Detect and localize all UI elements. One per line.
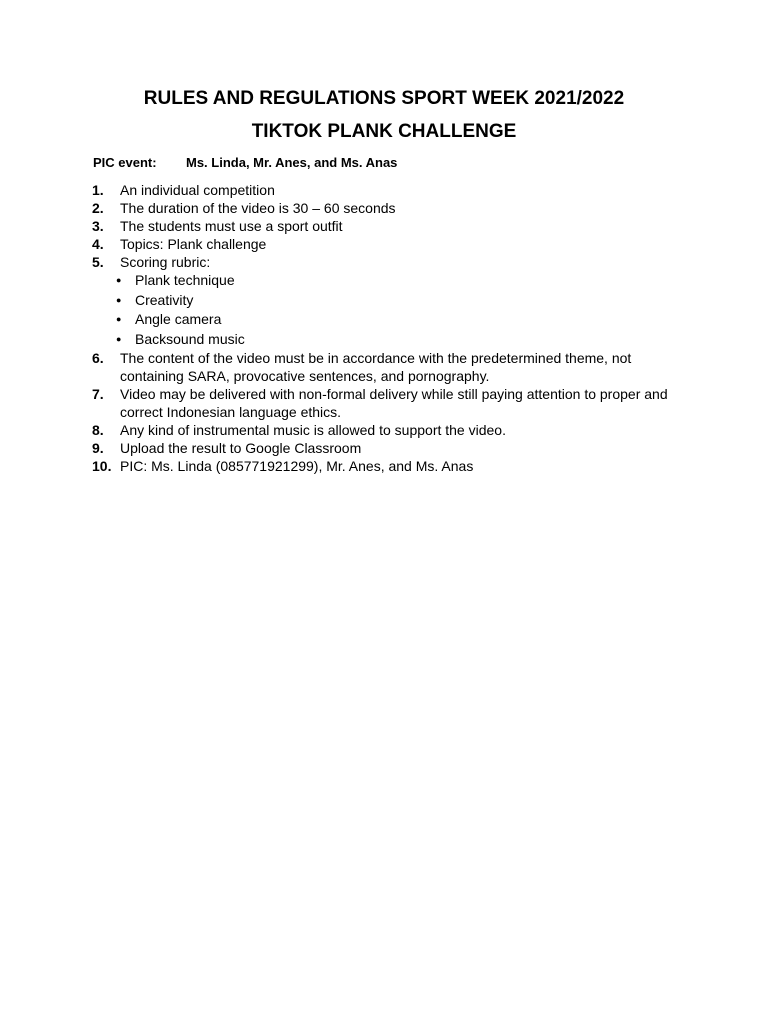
rule-text: An individual competition [120, 182, 275, 198]
rule-number: 9. [92, 440, 104, 456]
rubric-container [116, 271, 692, 349]
rubric-item [116, 310, 692, 330]
pic-event-value: Ms. Linda, Mr. Anes, and Ms. Anas [186, 155, 398, 170]
rule-number: 7. [92, 386, 104, 402]
rule-item [92, 349, 692, 385]
rule-text: The duration of the video is 30 – 60 seconds [120, 200, 396, 216]
rule-number: 10. [92, 458, 112, 474]
rule-number: 1. [92, 182, 104, 198]
rule-number: 2. [92, 200, 104, 216]
rule-item [92, 199, 692, 217]
rules-list [92, 181, 692, 475]
rubric-item [116, 271, 692, 291]
rule-text: Upload the result to Google Classroom [120, 440, 362, 456]
rule-text: The content of the video must be in accordance with the predetermined theme, not containing SARA, provocative sentences, and pornography. [120, 350, 632, 384]
rubric-text: Plank technique [135, 272, 235, 288]
rubric-item [116, 291, 692, 311]
rule-text: The students must use a sport outfit [120, 218, 343, 234]
bullet-icon: ● [116, 294, 122, 305]
rule-item [92, 253, 692, 271]
bullet-icon: ● [116, 275, 122, 285]
rule-text: Scoring rubric: [120, 254, 211, 270]
rule-text: Video may be delivered with non-formal delivery while still paying attention to proper and correct Indonesian language ethics. [120, 386, 668, 420]
rubric-text: Creativity [135, 291, 194, 308]
rubric-list [116, 271, 692, 349]
rubric-text: Angle camera [135, 311, 222, 327]
document-subtitle: TIKTOK PLANK CHALLENGE [251, 121, 517, 142]
rule-number: 8. [92, 422, 104, 438]
rule-number: 3. [92, 218, 104, 234]
rule-item [92, 181, 692, 199]
rule-text: Any kind of instrumental music is allowed to support the video. [120, 422, 506, 438]
pic-event-label: PIC event: [93, 155, 157, 170]
rule-item [92, 217, 692, 235]
rubric-text: Backsound music [135, 330, 245, 347]
rule-item [92, 421, 692, 439]
rule-number: 5. [92, 254, 104, 270]
rule-item [92, 439, 692, 457]
rule-number: 6. [92, 350, 104, 366]
rule-item [92, 385, 692, 421]
rule-item [92, 457, 692, 475]
document-title: RULES AND REGULATIONS SPORT WEEK 2021/2022 [143, 88, 625, 109]
pic-event-line [93, 155, 397, 171]
rule-text: Topics: Plank challenge [120, 236, 267, 252]
rubric-item [116, 330, 692, 350]
bullet-icon: ● [116, 333, 122, 344]
rule-item [92, 235, 692, 253]
rubric-block [92, 271, 692, 349]
rule-text: PIC: Ms. Linda (085771921299), Mr. Anes, and Ms. Anas [120, 458, 474, 474]
rule-number: 4. [92, 236, 104, 252]
bullet-icon: ● [116, 314, 122, 324]
